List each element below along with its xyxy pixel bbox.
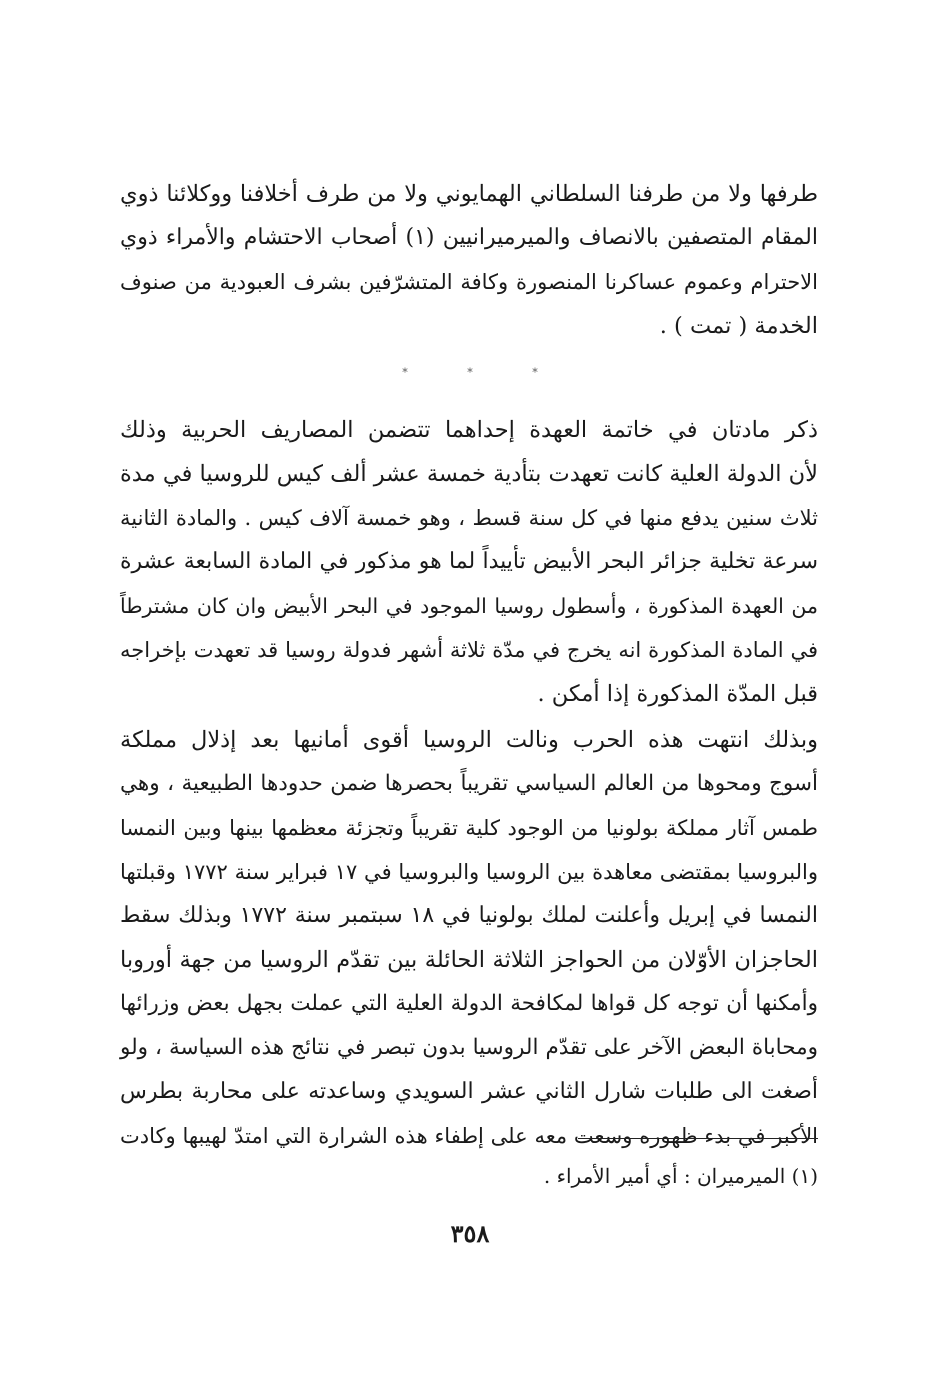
separator-star: *	[532, 366, 538, 379]
footnote: (١) الميرميران : أي أمير الأمراء .	[543, 1164, 818, 1188]
paragraph-line: الاحترام وعموم عساكرنا المنصورة وكافة المتشرّفين بشرف العبودية من صنوف	[120, 270, 818, 294]
paragraph-line: قبل المدّة المذكورة إذا أمكن .	[537, 681, 818, 707]
section-separator	[0, 366, 940, 379]
paragraph-line: الحاجزان الأوّلان من الحواجز الثلاثة الحائلة بين تقدّم الروسيا من جهة أوروبا	[120, 947, 818, 973]
paragraph-line: الخدمة ( تمت ) .	[659, 313, 818, 339]
paragraph-line: طرفها ولا من طرفنا السلطاني الهمايوني ولا من طرف أخلافنا ووكلائنا ذوي	[120, 181, 818, 207]
paragraph-3	[120, 718, 818, 1158]
paragraph-line: أصغت الى طلبات شارل الثاني عشر السويدي وساعدته على محاربة بطرس	[120, 1079, 818, 1104]
paragraph-line: ثلاث سنين يدفع منها في كل سنة قسط ، وهو خمسة آلاف كيس . والمادة الثانية	[120, 506, 818, 530]
paragraph-line: المقام المتصفين بالانصاف والميرميرانيين (١) أصحاب الاحتشام والأمراء ذوي	[120, 225, 818, 250]
paragraph-line: ومحاباة البعض الآخر على تقدّم الروسيا بدون تبصر في نتائج هذه السياسة ، ولو	[120, 1035, 818, 1060]
page-number: ٣٥٨	[450, 1219, 490, 1248]
paragraph-2	[120, 408, 818, 716]
separator-star: *	[467, 366, 473, 379]
paragraph-line: النمسا في إبريل وأعلنت لملك بولونيا في ١٨ سبتمبر سنة ١٧٧٢ وبذلك سقط	[120, 903, 818, 928]
paragraph-line: الأكبر في بدء ظهوره وسعت معه على إطفاء هذه الشرارة التي امتدّ لهيبها وكادت	[120, 1124, 818, 1148]
paragraph-line: وبذلك انتهت هذه الحرب ونالت الروسيا أقوى أمانيها بعد إذلال مملكة	[120, 727, 818, 753]
paragraph-line: والبروسيا بمقتضى معاهدة بين الروسيا والبروسيا في ١٧ فبراير سنة ١٧٧٢ وقبلتها	[120, 860, 819, 884]
paragraph-line: ذكر مادتان في خاتمة العهدة إحداهما تتضمن المصاريف الحربية وذلك	[120, 417, 818, 443]
paragraph-line: لأن الدولة العلية كانت تعهدت بتأدية خمسة عشر ألف كيس للروسيا في مدة	[120, 461, 818, 487]
paragraph-line: أسوج ومحوها من العالم السياسي تقريباً بحصرها ضمن حدودها الطبيعية ، وهي	[120, 771, 818, 796]
paragraph-line: من العهدة المذكورة ، وأسطول روسيا الموجود في البحر الأبيض وان كان مشترطاً	[120, 594, 818, 618]
separator-star: *	[402, 366, 408, 379]
paragraph-line: وأمكنها أن توجه كل قواها لمكافحة الدولة العلية التي عملت بجهل بعض وزرائها	[120, 991, 818, 1016]
paragraph-line: سرعة تخلية جزائر البحر الأبيض تأييداً لما هو مذكور في المادة السابعة عشرة	[120, 549, 818, 574]
paragraph-line: طمس آثار مملكة بولونيا من الوجود كلية تقريباً وتجزئة معظمها بينها وبين النمسا	[120, 816, 818, 840]
paragraph-line: في المادة المذكورة انه يخرج في مدّة ثلاثة أشهر فدولة روسيا قد تعهدت بإخراجه	[120, 638, 818, 662]
paragraph-1	[120, 172, 818, 348]
footnote-divider	[578, 1138, 818, 1139]
